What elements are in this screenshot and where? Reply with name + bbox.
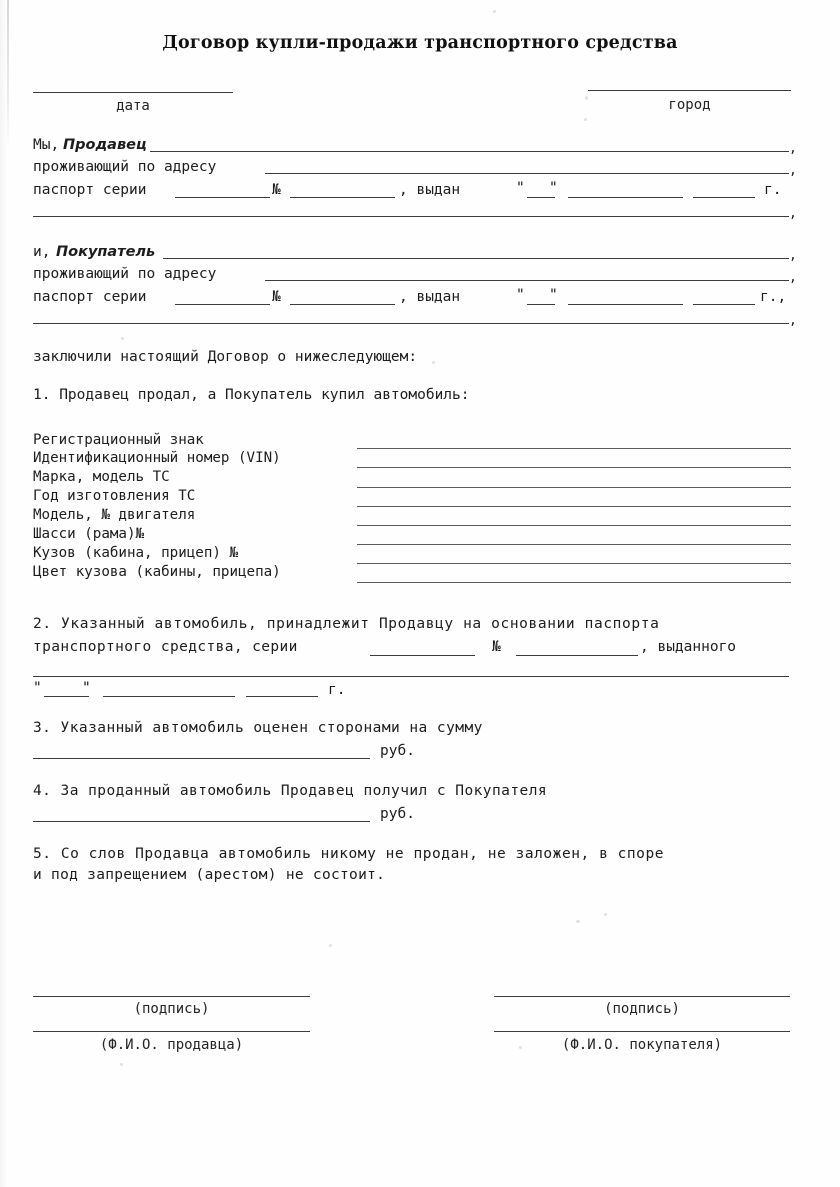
scan-edge-gradient — [0, 0, 8, 1187]
scan-speckle — [121, 337, 124, 340]
clause-2-date-month-blank[interactable] — [103, 696, 235, 697]
seller-issued-label: , выдан — [399, 182, 461, 198]
intro-text: заключили настоящий Договор о нижеследующем: — [33, 349, 418, 365]
seller-signature-caption: (подпись) — [133, 1001, 210, 1017]
clause-2-line-2-suffix: , выданного — [640, 639, 737, 655]
buyer-issue-day-blank[interactable] — [527, 304, 555, 305]
buyer-issue-year-blank[interactable] — [693, 304, 755, 305]
buyer-name-line[interactable] — [494, 1031, 790, 1032]
city-caption: город — [668, 97, 711, 113]
seller-issue-year-blank[interactable] — [693, 197, 755, 198]
clause-2-issuer-blank-line[interactable] — [33, 676, 789, 677]
scan-speckle — [584, 118, 587, 121]
seller-extra-blank-line[interactable] — [33, 216, 789, 217]
vehicle-field-label-4: Модель, № двигателя — [33, 507, 196, 523]
vehicle-field-blank-1[interactable] — [357, 467, 791, 468]
scan-speckle — [576, 920, 580, 923]
vehicle-field-label-0: Регистрационный знак — [33, 432, 204, 448]
seller-prefix: Мы, — [33, 137, 60, 153]
seller-name-comma: , — [789, 141, 797, 156]
buyer-extra-blank-line[interactable] — [33, 323, 789, 324]
scan-speckle — [329, 944, 332, 947]
vehicle-field-label-7: Цвет кузова (кабины, прицепа) — [33, 564, 281, 580]
seller-passport-label: паспорт серии — [33, 182, 147, 198]
seller-passport-number-blank[interactable] — [290, 197, 395, 198]
seller-passport-numero: № — [272, 182, 281, 198]
vehicle-field-label-5: Шасси (рама)№ — [33, 526, 145, 542]
buyer-signature-line[interactable] — [494, 996, 790, 997]
clause-1-text: 1. Продавец продал, а Покупатель купил автомобиль: — [33, 387, 470, 403]
vehicle-field-blank-7[interactable] — [357, 582, 791, 583]
buyer-prefix: и, — [33, 244, 51, 260]
buyer-address-comma: , — [789, 270, 797, 285]
clause-2-date-quote-close: " — [82, 680, 91, 696]
buyer-signature-caption: (подпись) — [604, 1001, 680, 1017]
seller-issue-year-suffix: г. — [764, 182, 782, 198]
buyer-name-comma: , — [789, 248, 797, 263]
clause-3-amount-blank-line[interactable] — [33, 758, 370, 759]
clause-2-line-1: 2. Указанный автомобиль, принадлежит Продавцу на основании паспорта — [33, 616, 660, 632]
buyer-passport-label: паспорт серии — [33, 289, 147, 305]
scan-edge-line — [7, 0, 9, 150]
seller-address-blank-line[interactable] — [265, 173, 789, 174]
clause-3-text: 3. Указанный автомобиль оценен сторонами на сумму — [33, 720, 483, 736]
clause-5-line-1: 5. Со слов Продавца автомобиль никому не продан, не заложен, в споре — [33, 846, 665, 862]
clause-4-text: 4. За проданный автомобиль Продавец получил с Покупателя — [33, 783, 548, 799]
seller-name-caption: (Ф.И.О. продавца) — [99, 1037, 244, 1053]
clause-2-line-2-prefix: транспортного средства, серии — [33, 639, 298, 655]
vehicle-field-label-1: Идентификационный номер (VIN) — [33, 450, 281, 466]
seller-address-label: проживающий по адресу — [33, 159, 217, 175]
buyer-extra-comma: , — [789, 313, 797, 328]
vehicle-field-blank-3[interactable] — [357, 506, 791, 507]
buyer-name-blank-line[interactable] — [163, 258, 789, 259]
vehicle-field-blank-6[interactable] — [357, 563, 791, 564]
vehicle-field-label-2: Марка, модель ТС — [33, 469, 170, 485]
clause-4-amount-blank-line[interactable] — [33, 821, 370, 822]
buyer-address-label: проживающий по адресу — [33, 266, 217, 282]
vehicle-field-label-3: Год изготовления ТС — [33, 488, 196, 504]
buyer-party-label: Покупатель — [56, 244, 156, 260]
clause-3-currency-unit: руб. — [380, 743, 415, 759]
clause-2-date-year-blank[interactable] — [246, 696, 318, 697]
seller-name-line[interactable] — [33, 1031, 310, 1032]
seller-issue-quote-close: " — [549, 180, 558, 196]
seller-issue-day-blank[interactable] — [527, 197, 555, 198]
vehicle-field-blank-4[interactable] — [357, 525, 791, 526]
seller-issue-quote-open: " — [516, 180, 525, 196]
buyer-passport-numero: № — [272, 289, 281, 305]
date-caption: дата — [116, 98, 150, 114]
buyer-issue-quote-open: " — [516, 287, 525, 303]
clause-2-date-quote-open: " — [33, 680, 42, 696]
vehicle-field-blank-5[interactable] — [357, 544, 791, 545]
vehicle-field-blank-0[interactable] — [357, 448, 791, 449]
buyer-issued-label: , выдан — [399, 289, 461, 305]
clause-2-numero: № — [492, 639, 501, 655]
vehicle-field-blank-2[interactable] — [357, 487, 791, 488]
scan-speckle — [120, 1063, 123, 1066]
vehicle-field-label-6: Кузов (кабина, прицеп) № — [33, 545, 238, 561]
buyer-issue-month-blank[interactable] — [568, 304, 683, 305]
seller-address-comma: , — [789, 163, 797, 178]
buyer-passport-series-blank[interactable] — [175, 304, 270, 305]
seller-issue-month-blank[interactable] — [568, 197, 683, 198]
clause-2-pts-number-blank[interactable] — [516, 655, 638, 656]
buyer-address-blank-line[interactable] — [265, 280, 789, 281]
clause-5-line-2: и под запрещением (арестом) не состоит. — [33, 867, 386, 883]
clause-2-year-suffix: г. — [328, 682, 346, 698]
buyer-passport-number-blank[interactable] — [290, 304, 395, 305]
document-title: Договор купли-продажи транспортного средства — [162, 33, 678, 53]
seller-passport-series-blank[interactable] — [175, 197, 270, 198]
scan-speckle — [604, 913, 607, 916]
city-blank-line[interactable] — [588, 90, 791, 91]
date-blank-line[interactable] — [33, 92, 233, 93]
clause-4-currency-unit: руб. — [380, 806, 415, 822]
buyer-issue-year-suffix: г., — [760, 289, 787, 305]
seller-party-label: Продавец — [63, 137, 147, 153]
buyer-issue-quote-close: " — [549, 287, 558, 303]
seller-extra-comma: , — [789, 206, 797, 221]
scan-speckle — [432, 361, 435, 364]
scan-speckle — [493, 10, 496, 13]
seller-signature-line[interactable] — [33, 996, 310, 997]
clause-2-pts-series-blank[interactable] — [370, 655, 475, 656]
seller-name-blank-line[interactable] — [150, 151, 789, 152]
buyer-name-caption: (Ф.И.О. покупателя) — [561, 1037, 723, 1053]
